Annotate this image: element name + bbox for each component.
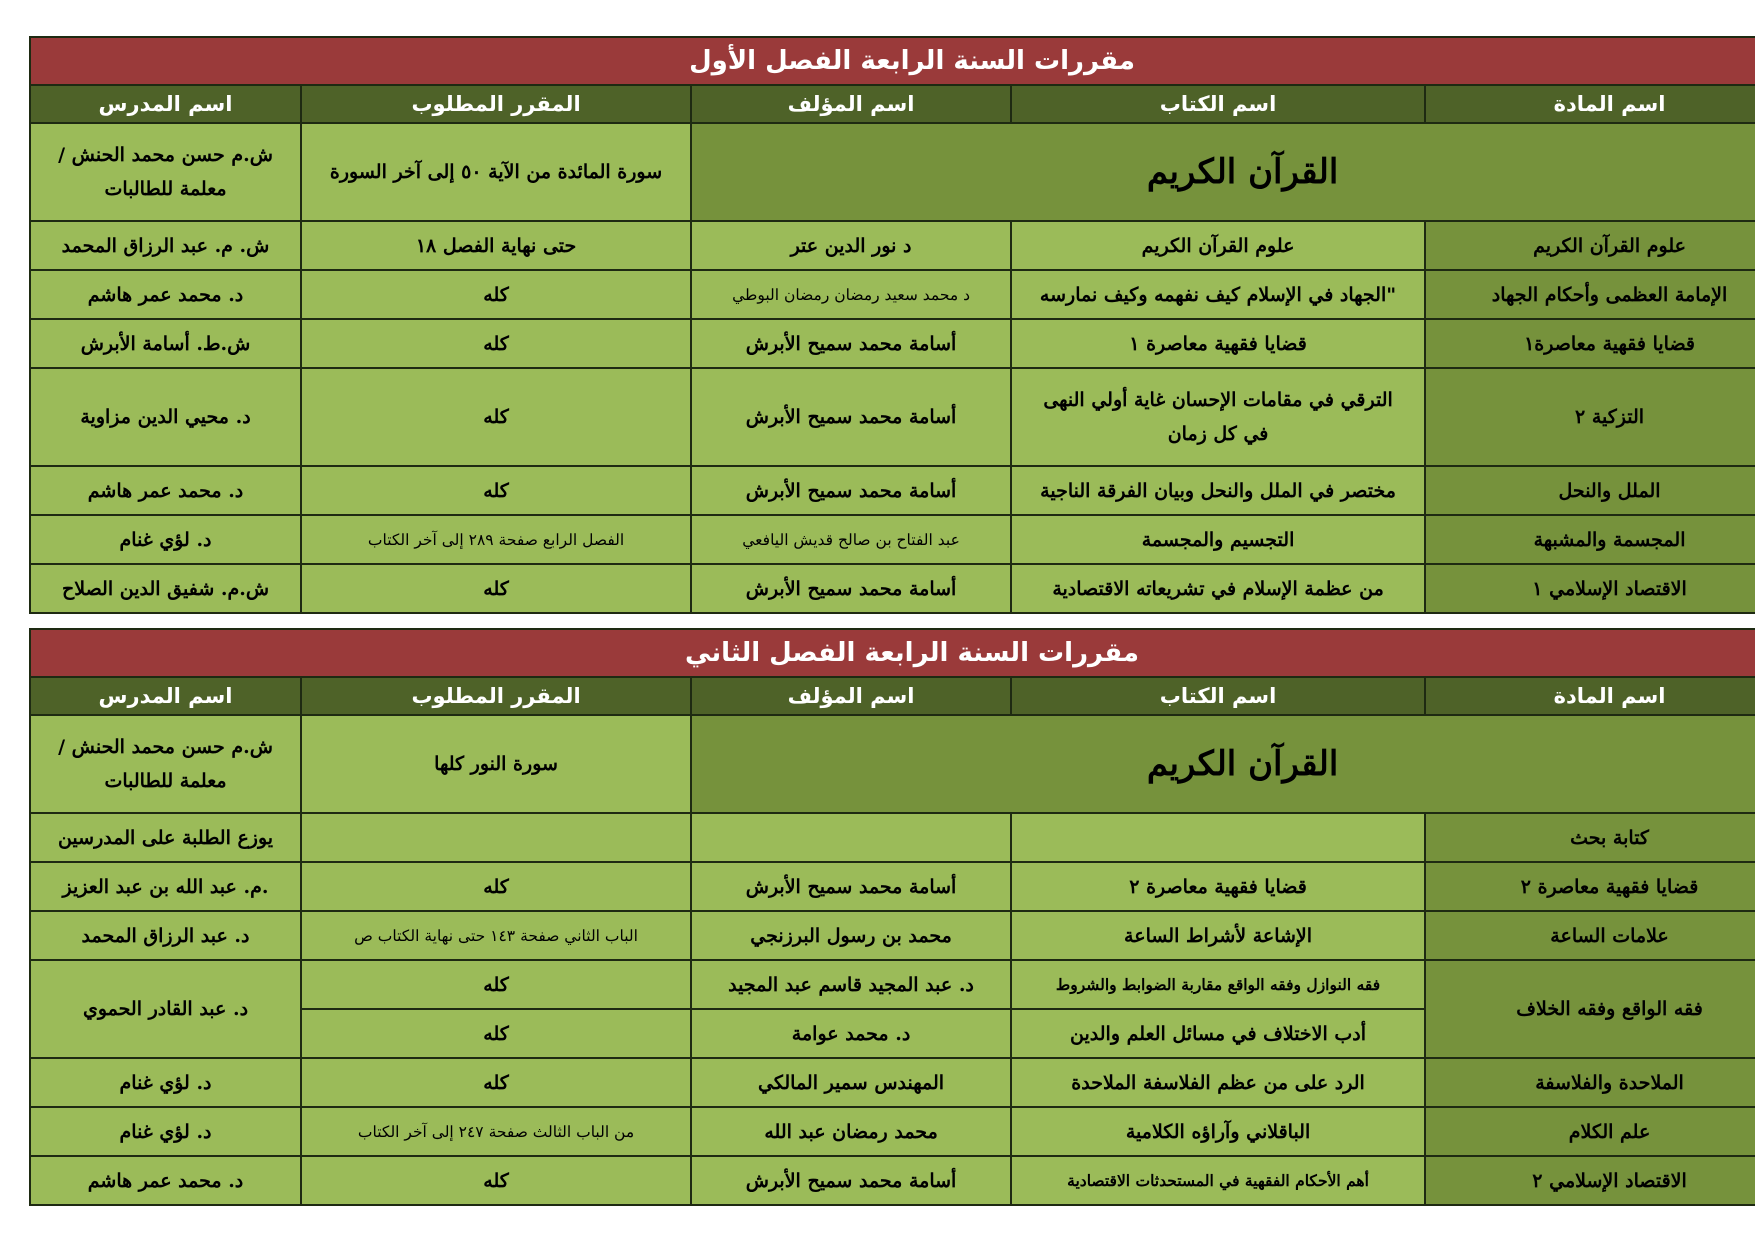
author-cell: د محمد سعيد رمضان رمضان البوطي (691, 270, 1011, 319)
quran-teacher-line-1: ش.م حسن محمد الحنش / (58, 735, 273, 758)
book-cell: قضايا فقهية معاصرة ١ (1011, 319, 1425, 368)
teacher-cell: د. لؤي غنام (30, 515, 301, 564)
author-cell: د نور الدين عتر (691, 221, 1011, 270)
subject-cell: الملاحدة والفلاسفة (1425, 1058, 1755, 1107)
teacher-cell: د. محمد عمر هاشم (30, 270, 301, 319)
quran-row-label: القرآن الكريم (691, 123, 1755, 221)
teacher-cell: د. عبد الرزاق المحمد (30, 911, 301, 960)
subject-cell: المجسمة والمشبهة (1425, 515, 1755, 564)
quran-teacher (30, 123, 301, 221)
book-line-2: في كل زمان (1167, 423, 1269, 445)
book-cell: قضايا فقهية معاصرة ٢ (1011, 862, 1425, 911)
subject-cell: علم الكلام (1425, 1107, 1755, 1156)
author-cell: أسامة محمد سميح الأبرش (691, 1156, 1011, 1205)
required-cell: كله (301, 1058, 691, 1107)
subject-cell: التزكية ٢ (1425, 368, 1755, 466)
required-cell: كله (301, 319, 691, 368)
author-cell: أسامة محمد سميح الأبرش (691, 466, 1011, 515)
author-cell: المهندس سمير المالكي (691, 1058, 1011, 1107)
quran-required: سورة النور كلها (301, 715, 691, 813)
teacher-cell: د. محمد عمر هاشم (30, 466, 301, 515)
teacher-cell: د. محيي الدين مزاوية (30, 368, 301, 466)
quran-teacher (30, 715, 301, 813)
subject-cell: الاقتصاد الإسلامي ١ (1425, 564, 1755, 613)
teacher-cell: د. عبد القادر الحموي (30, 960, 301, 1058)
required-cell: الباب الثاني صفحة ١٤٣ حتى نهاية الكتاب ص (301, 911, 691, 960)
quran-teacher-line-1: ش.م حسن محمد الحنش / (58, 143, 273, 166)
required-cell (301, 813, 691, 862)
subject-cell: قضايا فقهية معاصرة١ (1425, 319, 1755, 368)
required-cell: كله (301, 564, 691, 613)
required-cell: كله (301, 862, 691, 911)
author-cell (691, 813, 1011, 862)
teacher-cell: .م. عبد الله بن عبد العزيز (30, 862, 301, 911)
teacher-cell: ش.ط. أسامة الأبرش (30, 319, 301, 368)
book-cell: الإشاعة لأشراط الساعة (1011, 911, 1425, 960)
book-cell: الرد على من عظم الفلاسفة الملاحدة (1011, 1058, 1425, 1107)
header-subject: اسم المادة (1425, 85, 1755, 123)
header-book: اسم الكتاب (1011, 677, 1425, 715)
teacher-cell: ش.م. شفيق الدين الصلاح (30, 564, 301, 613)
book-line-1: الترقي في مقامات الإحسان غاية أولي النهى (1043, 388, 1393, 411)
header-subject: اسم المادة (1425, 677, 1755, 715)
subject-cell: علوم القرآن الكريم (1425, 221, 1755, 270)
subject-cell: كتابة بحث (1425, 813, 1755, 862)
author-cell: محمد بن رسول البرزنجي (691, 911, 1011, 960)
header-author: اسم المؤلف (691, 677, 1011, 715)
required-cell: من الباب الثالث صفحة ٢٤٧ إلى آخر الكتاب (301, 1107, 691, 1156)
semester-2-table (29, 628, 1727, 1206)
teacher-cell: د. محمد عمر هاشم (30, 1156, 301, 1205)
author-cell: محمد رمضان عبد الله (691, 1107, 1011, 1156)
required-cell: كله (301, 270, 691, 319)
semester-1-title: مقررات السنة الرابعة الفصل الأول (30, 37, 1755, 85)
subject-cell: الاقتصاد الإسلامي ٢ (1425, 1156, 1755, 1205)
subject-cell: فقه الواقع وفقه الخلاف (1425, 960, 1755, 1058)
book-cell (1011, 813, 1425, 862)
book-cell: أهم الأحكام الفقهية في المستحدثات الاقتصادية (1011, 1156, 1425, 1205)
book-cell: علوم القرآن الكريم (1011, 221, 1425, 270)
teacher-cell: د. لؤي غنام (30, 1058, 301, 1107)
required-cell: الفصل الرابع صفحة ٢٨٩ إلى آخر الكتاب (301, 515, 691, 564)
subject-cell: علامات الساعة (1425, 911, 1755, 960)
required-cell: كله (301, 1009, 691, 1058)
required-cell: كله (301, 466, 691, 515)
header-required: المقرر المطلوب (301, 85, 691, 123)
book-cell (1011, 368, 1425, 466)
subject-cell: الإمامة العظمى وأحكام الجهاد (1425, 270, 1755, 319)
teacher-cell: ش. م. عبد الرزاق المحمد (30, 221, 301, 270)
book-cell: "الجهاد في الإسلام كيف نفهمه وكيف نمارسه (1011, 270, 1425, 319)
required-cell: حتى نهاية الفصل ١٨ (301, 221, 691, 270)
header-teacher: اسم المدرس (30, 85, 301, 123)
semester-2-title: مقررات السنة الرابعة الفصل الثاني (30, 629, 1755, 677)
teacher-cell: يوزع الطلبة على المدرسين (30, 813, 301, 862)
required-cell: كله (301, 960, 691, 1009)
quran-teacher-line-2: معلمة للطالبات (104, 178, 227, 200)
book-cell: أدب الاختلاف في مسائل العلم والدين (1011, 1009, 1425, 1058)
book-cell: الباقلاني وآراؤه الكلامية (1011, 1107, 1425, 1156)
author-cell: أسامة محمد سميح الأبرش (691, 319, 1011, 368)
header-book: اسم الكتاب (1011, 85, 1425, 123)
header-required: المقرر المطلوب (301, 677, 691, 715)
book-cell: من عظمة الإسلام في تشريعاته الاقتصادية (1011, 564, 1425, 613)
author-cell: أسامة محمد سميح الأبرش (691, 564, 1011, 613)
book-cell: مختصر في الملل والنحل وبيان الفرقة الناجية (1011, 466, 1425, 515)
required-cell: كله (301, 1156, 691, 1205)
required-cell: كله (301, 368, 691, 466)
author-cell: عبد الفتاح بن صالح قديش اليافعي (691, 515, 1011, 564)
subject-cell: قضايا فقهية معاصرة ٢ (1425, 862, 1755, 911)
quran-row-label: القرآن الكريم (691, 715, 1755, 813)
subject-cell: الملل والنحل (1425, 466, 1755, 515)
semester-1-table (29, 36, 1727, 614)
header-author: اسم المؤلف (691, 85, 1011, 123)
author-cell: أسامة محمد سميح الأبرش (691, 862, 1011, 911)
teacher-cell: د. لؤي غنام (30, 1107, 301, 1156)
author-cell: أسامة محمد سميح الأبرش (691, 368, 1011, 466)
header-teacher: اسم المدرس (30, 677, 301, 715)
book-cell: فقه النوازل وفقه الواقع مقاربة الضوابط والشروط (1011, 960, 1425, 1009)
quran-teacher-line-2: معلمة للطالبات (104, 770, 227, 792)
author-cell: د. محمد عوامة (691, 1009, 1011, 1058)
author-cell: د. عبد المجيد قاسم عبد المجيد (691, 960, 1011, 1009)
quran-required: سورة المائدة من الآية ٥٠ إلى آخر السورة (301, 123, 691, 221)
book-cell: التجسيم والمجسمة (1011, 515, 1425, 564)
